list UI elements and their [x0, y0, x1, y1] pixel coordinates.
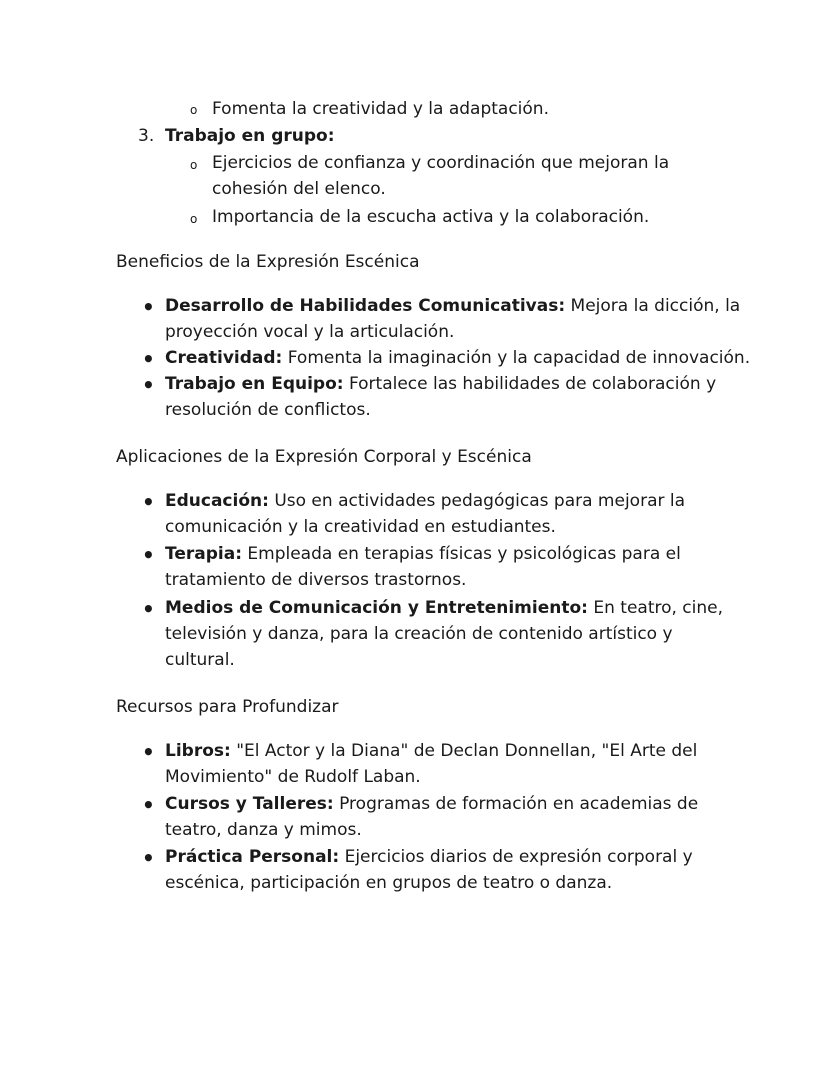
bullet-icon: • — [142, 347, 155, 371]
list-number: 3. — [138, 126, 155, 146]
sub-list-item: Fomenta la creatividad y la adaptación. — [212, 99, 549, 119]
bullet-icon: • — [142, 793, 155, 817]
list-item-continued: escénica, participación en grupos de teatro o danza. — [165, 873, 613, 893]
list-item — [165, 541, 681, 567]
list-item-text: Fomenta la imaginación y la capacidad de innovación. — [282, 348, 751, 368]
list-item-continued: resolución de conflictos. — [165, 400, 371, 420]
list-item-continued: teatro, danza y mimos. — [165, 820, 362, 840]
list-item-continued: tratamiento de diversos trastornos. — [165, 570, 467, 590]
list-item — [165, 345, 750, 371]
bullet-icon: • — [142, 846, 155, 870]
bullet-icon: • — [142, 373, 155, 397]
circle-bullet-icon: o — [190, 103, 198, 117]
bullet-icon: • — [142, 740, 155, 764]
bullet-icon: • — [142, 543, 155, 567]
list-item-term: Medios de Comunicación y Entretenimiento: — [165, 598, 588, 618]
list-item-term: Libros: — [165, 741, 231, 761]
list-item-term: Cursos y Talleres: — [165, 794, 334, 814]
list-item-term: Práctica Personal: — [165, 847, 340, 867]
list-item-text: "El Actor y la Diana" de Declan Donnellan, "El Arte del — [230, 741, 698, 761]
bullet-icon: • — [142, 597, 155, 621]
section-heading-resources: Recursos para Profundizar — [116, 697, 339, 717]
list-item-continued: Movimiento" de Rudolf Laban. — [165, 767, 421, 787]
list-item-text: Ejercicios diarios de expresión corporal y — [339, 847, 693, 867]
list-item — [165, 371, 716, 397]
list-item-text: Mejora la dicción, la — [565, 296, 741, 316]
list-item — [165, 791, 698, 817]
list-item — [165, 844, 693, 870]
list-item-title: Trabajo en grupo: — [165, 126, 335, 146]
sub-list-item: Importancia de la escucha activa y la colaboración. — [212, 207, 650, 227]
list-item-text: Programas de formación en academias de — [333, 794, 699, 814]
list-item-continued: cultural. — [165, 650, 235, 670]
list-item-text: Empleada en terapias físicas y psicológicas para el — [242, 544, 681, 564]
list-item-text: En teatro, cine, — [587, 598, 724, 618]
list-item-continued: televisión y danza, para la creación de contenido artístico y — [165, 624, 673, 644]
list-item-term: Terapia: — [165, 544, 242, 564]
bullet-icon: • — [142, 490, 155, 514]
list-item — [165, 488, 685, 514]
section-heading-benefits: Beneficios de la Expresión Escénica — [116, 252, 420, 272]
sub-list-item-continued: cohesión del elenco. — [212, 179, 386, 199]
circle-bullet-icon: o — [190, 158, 198, 172]
list-item-term: Trabajo en Equipo: — [165, 374, 344, 394]
circle-bullet-icon: o — [190, 212, 198, 226]
list-item-term: Desarrollo de Habilidades Comunicativas: — [165, 296, 566, 316]
list-item-continued: comunicación y la creatividad en estudiantes. — [165, 517, 556, 537]
list-item-text: Uso en actividades pedagógicas para mejorar la — [268, 491, 686, 511]
sub-list-item: Ejercicios de confianza y coordinación que mejoran la — [212, 153, 670, 173]
list-item-term: Educación: — [165, 491, 269, 511]
list-item-text: Fortalece las habilidades de colaboración y — [343, 374, 717, 394]
section-heading-applications: Aplicaciones de la Expresión Corporal y Escénica — [116, 447, 532, 467]
list-item-continued: proyección vocal y la articulación. — [165, 322, 455, 342]
list-item — [165, 595, 723, 621]
bullet-icon: • — [142, 295, 155, 319]
list-item-term: Creatividad: — [165, 348, 283, 368]
list-item — [165, 293, 740, 319]
list-item — [165, 738, 697, 764]
